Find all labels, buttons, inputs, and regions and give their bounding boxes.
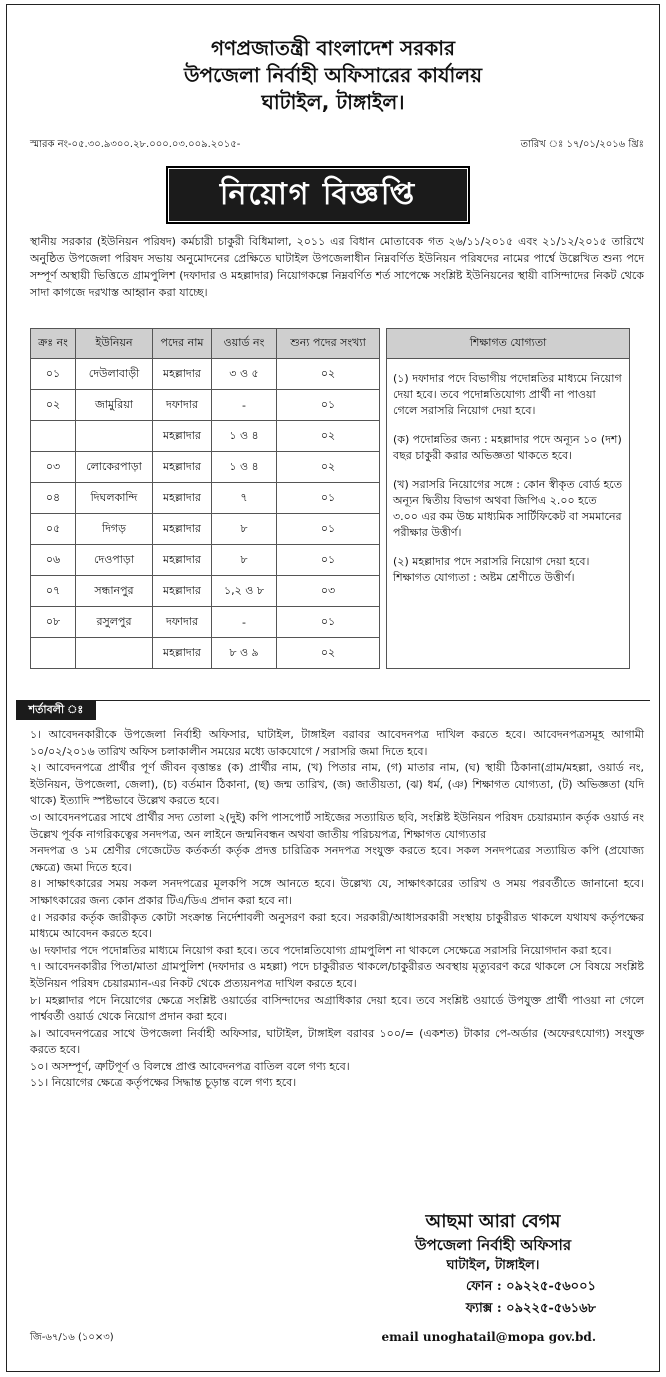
column-gap xyxy=(380,545,387,576)
table-cell: মহল্লাদার xyxy=(153,545,212,576)
qualification-cell xyxy=(387,359,630,669)
contact-block xyxy=(466,1276,596,1320)
term-item: ১০। অসম্পূর্ণ, ত্রুটিপূর্ণ ও বিলম্বে প্রাপ্ত আবেদনপত্র বাতিল বলে গণ্য হবে। xyxy=(30,1059,350,1073)
term-item: ৮। মহল্লাদার পদে নিয়োগের ক্ষেত্রে সংশ্লিষ্ট ওয়ার্ডের বাসিন্দাদের অগ্রাধিকার দেয়া হবে। তবে সংশ্লিষ্ট ওয়ার্ডে উপযুক্ত প্রার্থী পাওয়া না গেলে পার্শ্ববর্তী ওয়ার্ড থেকে নিয়োগ প্রদান করা হবে। xyxy=(30,993,644,1024)
signatory-location: ঘাটাইল, টাঙ্গাইল। xyxy=(446,1258,540,1273)
terms-divider xyxy=(16,700,650,701)
qualification-item: (খ) সরাসরি নিয়োগের সঙ্গে : কোন স্বীকৃত বোর্ড হতে অন্যূন দ্বিতীয় বিভাগ অথবা জিপিএ ২.০০ হতে ৩.০০ এর কম উচ্চ মাধ্যমিক সার্টিফিকেট বা সমমানের পরীক্ষার উত্তীর্ণ। xyxy=(393,478,622,539)
table-cell: ০২ xyxy=(31,390,76,421)
table-cell xyxy=(31,421,76,452)
table-cell: ০১ xyxy=(277,545,380,576)
fax-number: ফ্যাক্স : ০৯২২৫-৫৬১৬৮ xyxy=(465,1301,596,1316)
qualification-item: (২) মহল্লাদার পদে সরাসরি নিয়োগ দেয়া হবে। শিক্ষাগত যোগ্যতা : অষ্টম শ্রেণীতে উত্তীর্ণ। xyxy=(393,555,590,584)
table-cell: মহল্লাদার xyxy=(153,421,212,452)
column-gap xyxy=(380,483,387,514)
signatory-designation: উপজেলা নির্বাহী অফিসার xyxy=(414,1236,572,1254)
notice-date: তারিখ ঃ ১৭/০১/২০১৬ খ্রিঃ xyxy=(520,139,644,150)
table-cell: মহল্লাদার xyxy=(153,359,212,390)
table-cell: ১ ও ৪ xyxy=(212,421,277,452)
term-item: ৬। দফাদার পদে পদোন্নতির মাধ্যমে নিয়োগ করা হবে। তবে পদোন্নতিযোগ্য গ্রামপুলিশ না থাকলে সেক্ষেত্রে সরাসরি নিয়োগদান করা হবে। xyxy=(30,943,612,957)
col-union: ইউনিয়ন xyxy=(76,329,153,359)
col-qualification: শিক্ষাগত যোগ্যতা xyxy=(387,329,630,359)
term-item: ৭। আবেদনকারীর পিতা/মাতা গ্রামপুলিশ (দফাদার ও মহল্লা) পদে চাকুরীরত থাকলে/চাকুরীরত অবস্থায় মৃত্যুবরণ করে থাকলে সে বিষয়ে সংশ্লিষ্ট ইউনিয়ন পরিষদ চেয়ারম্যান-এর নিকট থেকে প্রত্যয়নপত্র দাখিল করতে হবে। xyxy=(30,960,644,990)
table-cell: ০১ xyxy=(277,483,380,514)
table-cell: লোকেরপাড়া xyxy=(76,452,153,483)
table-cell: ০২ xyxy=(277,638,380,669)
table-cell xyxy=(76,421,153,452)
qualification-item: (ক) পদোন্নতির জন্য : মহল্লাদার পদে অন্যূন ১০ (দশ) বছর চাকুরী করার অভিজ্ঞতা থাকতে হবে। xyxy=(393,433,622,462)
memo-number: স্মারক নং-০৫.৩০.৯৩০০.২৮.০০০.০৩.০০৯.২০১৫- xyxy=(30,139,241,150)
table-cell: মহল্লাদার xyxy=(153,514,212,545)
table-cell: ০১ xyxy=(31,359,76,390)
table-cell: ০১ xyxy=(277,514,380,545)
notice-banner: নিয়োগ বিজ্ঞপ্তি xyxy=(166,166,470,224)
table-cell: ০২ xyxy=(277,452,380,483)
table-cell: দিগড় xyxy=(76,514,153,545)
term-item: ৯। আবেদনপত্রের সাথে উপজেলা নির্বাহী অফিসার, ঘাটাইল, টাঙ্গাইল বরাবর ১০০/= (একশত) টাকার পে-অর্ডার (অফেরৎযোগ্য) সংযুক্ত করতে হবে। xyxy=(30,1026,644,1057)
table-cell: ৭ xyxy=(212,483,277,514)
table-cell: জামুরিয়া xyxy=(76,390,153,421)
column-gap xyxy=(380,514,387,545)
table-cell: ০১ xyxy=(277,390,380,421)
column-gap xyxy=(380,329,387,359)
term-item: ২। আবেদনপত্রে প্রার্থীর পূর্ণ জীবন বৃত্তান্তঃ (ক) প্রার্থীর নাম, (খ) পিতার নাম, (গ) মাতার নাম, (ঘ) স্থায়ী ঠিকানা(গ্রাম/মহল্লা, ওয়ার্ড নং, ইউনিয়ন, উপজেলা, জেলা), (চ) বর্তমান ঠিকানা, (ছ) জন্ম তারিখ, (জ) জাতীয়তা, (ঝ) ধর্ম, (ঞ) শিক্ষাগত যোগ্যতা, (ট) অভিজ্ঞতা (যদি থাকে) ইত্যাদি স্পষ্টভাবে উল্লেখ করতে হবে। xyxy=(30,761,644,808)
term-item: সনদপত্র ও ১ম শ্রেণীর গেজেটেড কর্তকর্তা কর্তৃক প্রদত্ত চারিত্রিক সনদপত্র সংযুক্ত করতে হবে। সকল সনদপত্রের সত্যায়িত কপি (প্রযোজ্য ক্ষেত্রে) জমা দিতে হবে। xyxy=(30,844,644,874)
publication-code: জি-৬৭/১৬ (১০×৩) xyxy=(30,1332,114,1343)
table-cell: মহল্লাদার xyxy=(153,576,212,607)
table-cell: ৮ xyxy=(212,545,277,576)
term-item: ৫। সরকার কর্তৃক জারীকৃত কোটা সংক্রান্ত নির্দেশাবলী অনুসরণ করা হবে। সরকারী/আধাসরকারী সংস্থায় চাকুরীরত থাকলে যথাযথ কর্তৃপক্ষের মাধ্যমে আবেদন করতে হবে। xyxy=(30,910,644,941)
table-cell: ০৬ xyxy=(31,545,76,576)
column-gap xyxy=(380,452,387,483)
table-cell: ০৪ xyxy=(31,483,76,514)
col-post: পদের নাম xyxy=(153,329,212,359)
signatory-name: আছমা আরা বেগম xyxy=(425,1211,561,1232)
table-cell: মহল্লাদার xyxy=(153,483,212,514)
col-vacancy: শুন্য পদের সংখ্যা xyxy=(277,329,380,359)
table-cell: মহল্লাদার xyxy=(153,638,212,669)
signature-block xyxy=(350,1210,636,1276)
table-cell: ০২ xyxy=(277,421,380,452)
table-cell: - xyxy=(212,607,277,638)
intro-paragraph: স্থানীয় সরকার (ইউনিয়ন পরিষদ) কর্মচারী চাকুরী বিধিমালা, ২০১১ এর বিধান মোতাবেক গত ২৬/১১/২০১৫ এবং ২১/১২/২০১৫ তারিখে অনুষ্ঠিত উপজেলা পরিষদ সভায় অনুমোদনের প্রেক্ষিতে ঘাটাইল উপজেলাধীন নিম্নবর্ণিত ইউনিয়ন পরিষদের নামের পার্শ্বে উল্লেখিত শুন্য পদে সম্পূর্ণ অস্থায়ী ভিত্তিতে গ্রামপুলিশ (দফাদার ও মহল্লাদার) নিয়োগকল্পে নিম্নবর্ণিত শর্ত সাপেক্ষে সংশ্লিষ্ট ইউনিয়নের স্থায়ী বাসিন্দাদের নিকট থেকে সাদা কাগজে দরখাস্ত আহ্বান করা যাচ্ছে। xyxy=(30,235,644,299)
office-title: উপজেলা নির্বাহী অফিসারের কার্যালয় xyxy=(183,63,482,87)
table-cell: দেউলাবাড়ী xyxy=(76,359,153,390)
terms-title: শর্তাবলী ঃ xyxy=(16,700,96,720)
col-ward: ওয়ার্ড নং xyxy=(212,329,277,359)
column-gap xyxy=(380,576,387,607)
header xyxy=(7,5,659,116)
email-address: email unoghatail@mopa gov.bd. xyxy=(381,1330,596,1344)
table-cell: ৮ xyxy=(212,514,277,545)
table-cell: ০৫ xyxy=(31,514,76,545)
table-cell: ০২ xyxy=(277,359,380,390)
term-item: ৩। আবেদনপত্রের সাথে প্রার্থীর সদ্য তোলা ২(দুই) কপি পাসপোর্ট সাইজের সত্যায়িত ছবি, সংশ্লিষ্ট ইউনিয়ন পরিষদ চেয়ারম্যান কর্তৃক ওয়ার্ড নং উল্লেখ পূর্বক নাগরিকত্বের সনদপত্র, অন লাইনে জন্মনিবন্ধন অথবা জাতীয় পরিচয়পত্র, শিক্ষাগত যোগ্যতার xyxy=(30,810,644,841)
table-cell: দিঘলকান্দি xyxy=(76,483,153,514)
table-cell: ৩ ও ৫ xyxy=(212,359,277,390)
column-gap xyxy=(380,421,387,452)
table-cell: ০৩ xyxy=(31,452,76,483)
table-cell: মহল্লাদার xyxy=(153,452,212,483)
table-cell: ০৭ xyxy=(31,576,76,607)
qualification-item: (১) দফাদার পদে বিভাগীয় পদোন্নতির মাধ্যমে নিয়োগ দেয়া হবে। তবে পদোন্নতিযোগ্য প্রার্থী না পাওয়া গেলে সরাসরি নিয়োগ দেয়া হবে। xyxy=(393,372,622,417)
term-item: ১। আবেদনকারীকে উপজেলা নির্বাহী অফিসার, ঘাটাইল, টাঙ্গাইল বরাবর আবেদনপত্র দাখিল করতে হবে। আবেদনপত্রসমূহ আগামী ১০/০২/২০১৬ তারিখ অফিস চলাকালীন সময়ের মধ্যে ডাকযোগে / সরাসরি জমা দিতে হবে। xyxy=(30,728,644,758)
table-cell xyxy=(76,638,153,669)
table-cell: ৮ ও ৯ xyxy=(212,638,277,669)
table-cell: দফাদার xyxy=(153,607,212,638)
table-cell: দেওপাড়া xyxy=(76,545,153,576)
term-item: ৪। সাক্ষাৎকারের সময় সকল সনদপত্রের মূলকপি সঙ্গে আনতে হবে। উল্লেখ্য যে, সাক্ষাৎকারের তারিখ ও সময় পরবর্তীতে জানানো হবে। সাক্ষাৎকারের জন্য কোন প্রকার টিএ/ডিএ প্রদান করা হবে না। xyxy=(30,877,644,907)
location-title: ঘাটাইল, টাঙ্গাইল। xyxy=(261,90,405,114)
table-cell: রসুলপুর xyxy=(76,607,153,638)
govt-title: গণপ্রজাতন্ত্রী বাংলাদেশ সরকার xyxy=(211,36,455,60)
table-cell: ০১ xyxy=(277,607,380,638)
term-item: ১১। নিয়োগের ক্ষেত্রে কর্তৃপক্ষের সিদ্ধান্ত চূড়ান্ত বলে গণ্য হবে। xyxy=(30,1076,297,1090)
column-gap xyxy=(380,607,387,638)
vacancy-table xyxy=(30,328,630,669)
phone-number: ফোন : ০৯২২৫-৫৬০০১ xyxy=(465,1279,596,1294)
table-cell: দফাদার xyxy=(153,390,212,421)
column-gap xyxy=(380,390,387,421)
table-cell: সন্ধানপুর xyxy=(76,576,153,607)
table-cell: ১,২ ও ৮ xyxy=(212,576,277,607)
table-cell: ১ ও ৪ xyxy=(212,452,277,483)
col-serial: ক্রঃ নং xyxy=(31,329,76,359)
column-gap xyxy=(380,638,387,669)
terms-list xyxy=(30,727,644,1092)
table-row xyxy=(31,359,630,390)
table-cell xyxy=(31,638,76,669)
table-cell: - xyxy=(212,390,277,421)
column-gap xyxy=(380,359,387,390)
reference-row xyxy=(30,137,644,154)
table-cell: ০৩ xyxy=(277,576,380,607)
table-cell: ০৮ xyxy=(31,607,76,638)
